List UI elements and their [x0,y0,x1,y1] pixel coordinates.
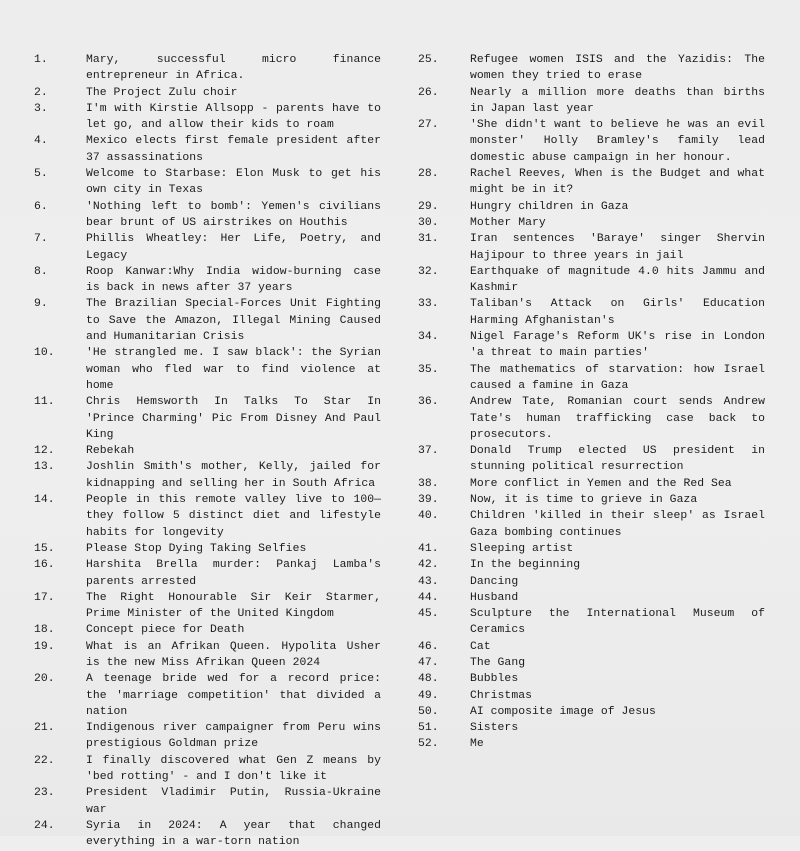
list-item [410,574,765,590]
item-number: 24. [34,819,55,832]
list-item [410,329,765,362]
item-number: 51. [418,722,439,735]
item-title: Hungry children in Gaza [470,200,629,213]
list-item [410,117,765,166]
item-number: 17. [34,591,55,604]
item-title: Concept piece for Death [86,624,245,637]
list-item [410,264,765,297]
item-title: Nearly a million more deaths than births in Japan last year [470,86,765,115]
item-number: 37. [418,445,439,458]
item-title: 'Nothing left to bomb': Yemen's civilians bear brunt of US airstrikes on Houthis [86,200,381,229]
list-item [410,476,765,492]
item-title: Dancing [470,575,519,588]
list-item [26,231,381,264]
list-item [410,296,765,329]
item-number: 43. [418,575,439,588]
list-item [26,101,381,134]
item-title: Syria in 2024: A year that changed everything in a war-torn nation [86,819,381,849]
item-number: 15. [34,542,55,555]
item-number: 33. [418,298,439,311]
item-title: Phillis Wheatley: Her Life, Poetry, and Legacy [86,233,381,262]
list-item [26,753,381,786]
item-title: Harshita Brella murder: Pankaj Lamba's parents arrested [86,559,381,588]
item-number: 2. [34,86,48,99]
list-item [26,133,381,166]
list-item [26,52,381,85]
item-number: 30. [418,216,439,229]
item-title: Indigenous river campaigner from Peru wins prestigious Goldman prize [86,722,381,751]
list-item [410,215,765,231]
item-number: 36. [418,396,439,409]
item-title: Rebekah [86,445,135,458]
item-number: 44. [418,591,439,604]
list-item [26,671,381,720]
item-title: I'm with Kirstie Allsopp - parents have to let go, and allow their kids to roam [86,102,381,132]
item-title: Sisters [470,722,519,735]
list-item [410,606,765,639]
item-title: Mexico elects first female president after 37 assassinations [86,135,381,164]
item-title: I finally discovered what Gen Z means by 'bed rotting' - and I don't like it [86,754,381,784]
item-number: 39. [418,494,439,507]
item-title: Bubbles [470,673,519,686]
item-number: 29. [418,200,439,213]
item-number: 47. [418,656,439,669]
item-title: What is an Afrikan Queen. Hypolita Usher is the new Miss Afrikan Queen 2024 [86,640,381,669]
item-number: 45. [418,608,439,621]
item-number: 19. [34,640,55,653]
item-number: 32. [418,265,439,278]
list-item [26,639,381,672]
item-title: Sleeping artist [470,542,574,555]
list-item [26,622,381,638]
list-item [410,362,765,395]
item-number: 8. [34,265,48,278]
list-item [26,264,381,297]
item-title: The mathematics of starvation: how Israel caused a famine in Gaza [470,363,765,392]
item-title: Children 'killed in their sleep' as Israel Gaza bombing continues [470,510,765,539]
left-column [26,52,381,851]
item-number: 9. [34,298,48,311]
list-item [26,785,381,818]
list-item [26,818,381,851]
list-item [26,443,381,459]
list-item [410,85,765,118]
list-item [410,541,765,557]
list-item [410,52,765,85]
item-number: 42. [418,559,439,572]
item-number: 48. [418,673,439,686]
item-number: 27. [418,119,439,132]
list-item [26,199,381,232]
item-title: Chris Hemsworth In Talks To Star In 'Prince Charming' Pic From Disney And Paul King [86,396,381,441]
item-title: Now, it is time to grieve in Gaza [470,494,698,507]
list-item [26,541,381,557]
item-title: A teenage bride wed for a record price: the 'marriage competition' that divided a nation [86,673,381,718]
item-title: Earthquake of magnitude 4.0 hits Jammu and Kashmir [470,265,765,295]
list-item [410,639,765,655]
item-number: 10. [34,347,55,360]
item-title: Taliban's Attack on Girls' Education Harming Afghanistan's [470,298,765,327]
item-number: 50. [418,705,439,718]
item-title: Mary, successful micro finance entrepreneur in Africa. [86,54,381,83]
item-number: 12. [34,445,55,458]
item-title: The Gang [470,656,526,669]
item-title: Rachel Reeves, When is the Budget and what might be in it? [470,168,765,197]
item-number: 14. [34,494,55,507]
list-item [410,166,765,199]
list-item [26,166,381,199]
list-item [26,85,381,101]
right-column [410,52,765,753]
list-item [410,492,765,508]
list-item [410,394,765,443]
item-title: Andrew Tate, Romanian court sends Andrew Tate's human trafficking case back to prosecutors. [470,396,765,441]
list-item [26,492,381,541]
item-title: Christmas [470,689,532,702]
list-item [26,345,381,394]
item-title: The Brazilian Special-Forces Unit Fighting to Save the Amazon, Illegal Mining Caused and Humanitarian Crisis [86,298,381,344]
list-item [26,557,381,590]
item-number: 5. [34,168,48,181]
item-title: AI composite image of Jesus [470,705,656,718]
item-title: Joshlin Smith's mother, Kelly, jailed for kidnapping and selling her in South Africa [86,461,381,490]
item-number: 16. [34,559,55,572]
item-number: 13. [34,461,55,474]
item-number: 4. [34,135,48,148]
item-title: Roop Kanwar:Why India widow-burning case is back in news after 37 years [86,265,381,295]
item-number: 52. [418,738,439,751]
item-number: 25. [418,54,439,66]
item-title: Iran sentences 'Baraye' singer Shervin Hajipour to three years in jail [470,233,765,262]
item-number: 28. [418,168,439,181]
list-item [26,296,381,345]
item-number: 40. [418,510,439,523]
item-title: 'She didn't want to believe he was an evil monster' Holly Bramley's family lead domestic abuse campaign in her honour. [470,119,765,164]
item-title: President Vladimir Putin, Russia-Ukraine war [86,787,381,816]
item-number: 6. [34,200,48,213]
item-number: 38. [418,477,439,490]
item-title: Husband [470,591,519,604]
item-title: Welcome to Starbase: Elon Musk to get his own city in Texas [86,168,381,197]
item-title: Please Stop Dying Taking Selfies [86,542,307,555]
item-number: 26. [418,86,439,99]
item-number: 49. [418,689,439,702]
list-item [410,590,765,606]
item-number: 23. [34,787,55,800]
item-number: 20. [34,673,55,686]
item-number: 3. [34,102,48,115]
list-item [410,231,765,264]
item-title: Nigel Farage's Reform UK's rise in London 'a threat to main parties' [470,331,765,360]
item-number: 41. [418,542,439,555]
item-number: 46. [418,640,439,653]
item-title: 'He strangled me. I saw black': the Syrian woman who fled war to find violence at home [86,347,381,392]
list-item [410,704,765,720]
item-number: 1. [34,54,48,66]
item-number: 34. [418,331,439,344]
item-title: The Right Honourable Sir Keir Starmer, Prime Minister of the United Kingdom [86,591,381,621]
list-item [410,443,765,476]
item-title: In the beginning [470,559,581,572]
item-title: More conflict in Yemen and the Red Sea [470,477,732,490]
item-number: 22. [34,754,55,767]
list-item [410,671,765,687]
item-title: Cat [470,640,491,653]
item-title: Mother Mary [470,216,546,229]
item-number: 11. [34,396,55,409]
list-item [26,590,381,623]
item-title: People in this remote valley live to 100—they follow 5 distinct diet and lifestyle habits for longevity [86,494,381,539]
item-title: Donald Trump elected US president in stunning political resurrection [470,445,765,474]
list-item [410,720,765,736]
list-item [410,557,765,573]
item-number: 21. [34,722,55,735]
item-number: 18. [34,624,55,637]
list-item [410,736,765,752]
list-item [410,688,765,704]
list-item [410,508,765,541]
item-number: 31. [418,233,439,246]
list-item [26,720,381,753]
list-item [26,394,381,443]
item-title: Refugee women ISIS and the Yazidis: The women they tried to erase [470,54,765,83]
item-number: 35. [418,363,439,376]
item-title: Me [470,738,484,751]
list-item [410,655,765,671]
item-title: Sculpture the International Museum of Ceramics [470,608,765,637]
item-number: 7. [34,233,48,246]
list-item [26,459,381,492]
list-item [410,199,765,215]
item-title: The Project Zulu choir [86,86,238,99]
